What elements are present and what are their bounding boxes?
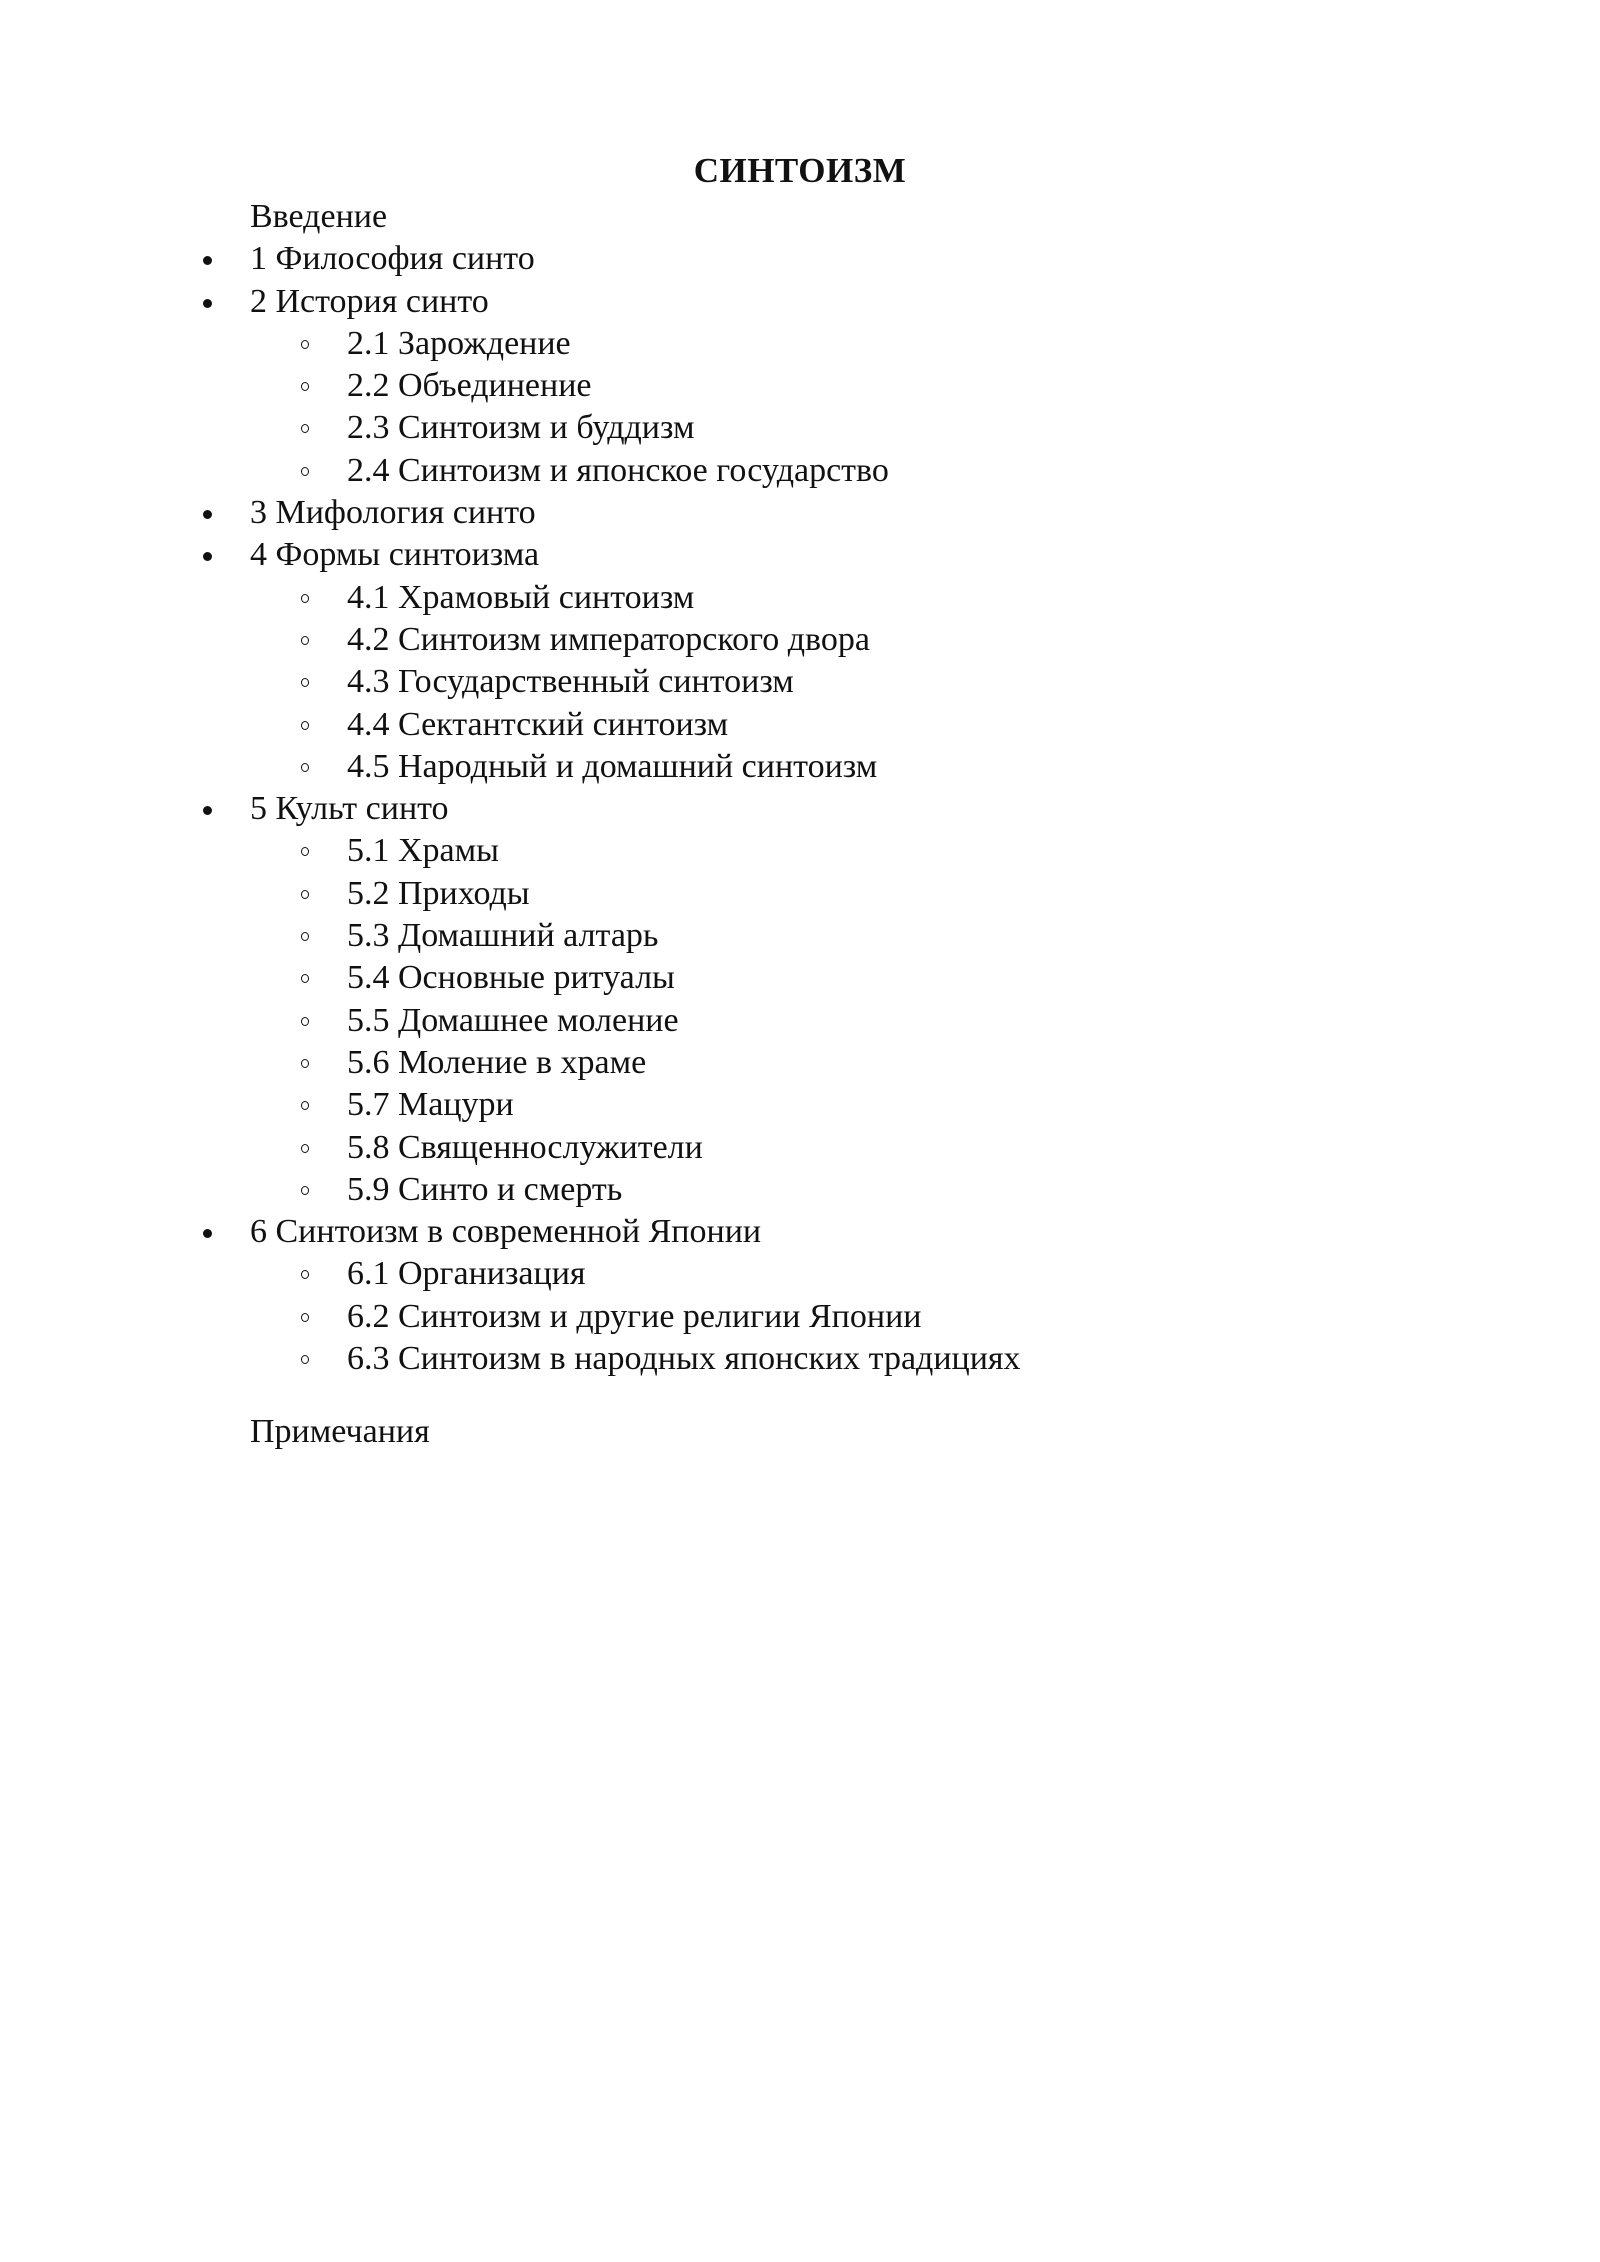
toc-subitem[interactable] xyxy=(0,704,1600,746)
bullet-circle-icon xyxy=(301,340,309,349)
bullet-circle-icon xyxy=(301,1017,309,1026)
toc-subitem-label: 5.8 Священнослужители xyxy=(347,1128,703,1166)
toc-notes[interactable]: Примечания xyxy=(250,1413,430,1450)
bullet-circle-icon xyxy=(301,1270,309,1279)
toc-subitem[interactable] xyxy=(0,746,1600,788)
bullet-circle-icon xyxy=(301,1186,309,1195)
toc-intro-label: Введение xyxy=(250,198,388,235)
toc-subitem-label: 5.7 Мацури xyxy=(347,1086,514,1124)
toc-item[interactable] xyxy=(0,281,1600,323)
document-title: СИНТОИЗМ xyxy=(693,151,907,190)
toc-item-label: 4 Формы синтоизма xyxy=(250,536,540,574)
bullet-circle-icon xyxy=(301,890,309,899)
bullet-circle-icon xyxy=(301,467,309,476)
toc-subitem-label: 5.9 Синто и смерть xyxy=(347,1170,623,1208)
toc-subitem[interactable] xyxy=(0,365,1600,407)
toc-item-label: 6 Синтоизм в современной Японии xyxy=(250,1213,762,1251)
bullet-circle-icon xyxy=(301,974,309,983)
toc-subitem[interactable] xyxy=(0,619,1600,661)
toc-subitem[interactable] xyxy=(0,407,1600,449)
bullet-disc-icon xyxy=(203,510,212,519)
bullet-circle-icon xyxy=(301,678,309,687)
toc-subitem-label: 4.1 Храмовый синтоизм xyxy=(347,578,695,616)
bullet-circle-icon xyxy=(301,721,309,730)
toc-item[interactable] xyxy=(0,788,1600,830)
bullet-disc-icon xyxy=(203,552,212,561)
toc-subitem-label: 4.4 Сектантский синтоизм xyxy=(347,705,729,743)
bullet-disc-icon xyxy=(203,299,212,308)
toc-subitem-label: 6.2 Синтоизм и другие религии Японии xyxy=(347,1297,922,1335)
bullet-circle-icon xyxy=(301,424,309,433)
toc-item-label: 2 История синто xyxy=(250,282,489,320)
toc-subitem-label: 5.6 Моление в храме xyxy=(347,1043,647,1081)
bullet-circle-icon xyxy=(301,1059,309,1068)
bullet-circle-icon xyxy=(301,1355,309,1364)
toc-item[interactable] xyxy=(0,534,1600,576)
bullet-disc-icon xyxy=(203,256,212,265)
toc-subitem-label: 4.2 Синтоизм императорского двора xyxy=(347,620,870,658)
toc-subitem[interactable] xyxy=(0,830,1600,872)
toc-subitem[interactable] xyxy=(0,1000,1600,1042)
bullet-circle-icon xyxy=(301,382,309,391)
toc-subitem-label: 2.3 Синтоизм и буддизм xyxy=(347,409,695,447)
toc-subitem-label: 6.1 Организация xyxy=(347,1255,586,1293)
toc-item-label: 5 Культ синто xyxy=(250,790,449,828)
toc-subitem[interactable] xyxy=(0,957,1600,999)
toc-subitem[interactable] xyxy=(0,661,1600,703)
bullet-disc-icon xyxy=(203,806,212,815)
table-of-contents xyxy=(0,196,1600,1380)
toc-subitem[interactable] xyxy=(0,1169,1600,1211)
toc-subitem[interactable] xyxy=(0,915,1600,957)
toc-subitem[interactable] xyxy=(0,1042,1600,1084)
toc-subitem-label: 2.4 Синтоизм и японское государство xyxy=(347,451,889,489)
toc-subitem[interactable] xyxy=(0,1127,1600,1169)
bullet-circle-icon xyxy=(301,636,309,645)
toc-subitem[interactable] xyxy=(0,450,1600,492)
bullet-circle-icon xyxy=(301,763,309,772)
bullet-circle-icon xyxy=(301,1101,309,1110)
toc-subitem-label: 5.2 Приходы xyxy=(347,874,530,912)
toc-item[interactable] xyxy=(0,1211,1600,1253)
toc-subitem-label: 6.3 Синтоизм в народных японских традициях xyxy=(347,1340,1021,1378)
bullet-circle-icon xyxy=(301,1313,309,1322)
toc-subitem-label: 2.1 Зарождение xyxy=(347,324,571,362)
toc-subitem[interactable] xyxy=(0,323,1600,365)
toc-item[interactable] xyxy=(0,238,1600,280)
toc-subitem[interactable] xyxy=(0,1084,1600,1126)
toc-subitem[interactable] xyxy=(0,577,1600,619)
toc-subitem-label: 5.3 Домашний алтарь xyxy=(347,917,659,955)
toc-subitem-label: 5.4 Основные ритуалы xyxy=(347,959,675,997)
toc-subitem[interactable] xyxy=(0,873,1600,915)
toc-subitem-label: 4.5 Народный и домашний синтоизм xyxy=(347,747,878,785)
toc-subitem[interactable] xyxy=(0,1253,1600,1295)
toc-intro[interactable] xyxy=(0,196,1600,238)
toc-item-label: 1 Философия синто xyxy=(250,240,535,278)
toc-item-label: 3 Мифология синто xyxy=(250,494,536,532)
toc-subitem-label: 2.2 Объединение xyxy=(347,367,592,405)
bullet-circle-icon xyxy=(301,932,309,941)
toc-subitem-label: 5.5 Домашнее моление xyxy=(347,1001,679,1039)
bullet-circle-icon xyxy=(301,847,309,856)
toc-item[interactable] xyxy=(0,492,1600,534)
toc-subitem[interactable] xyxy=(0,1338,1600,1380)
bullet-disc-icon xyxy=(203,1229,212,1238)
bullet-circle-icon xyxy=(301,1144,309,1153)
toc-subitem-label: 5.1 Храмы xyxy=(347,832,500,870)
bullet-circle-icon xyxy=(301,594,309,603)
toc-subitem-label: 4.3 Государственный синтоизм xyxy=(347,663,794,701)
toc-subitem[interactable] xyxy=(0,1296,1600,1338)
